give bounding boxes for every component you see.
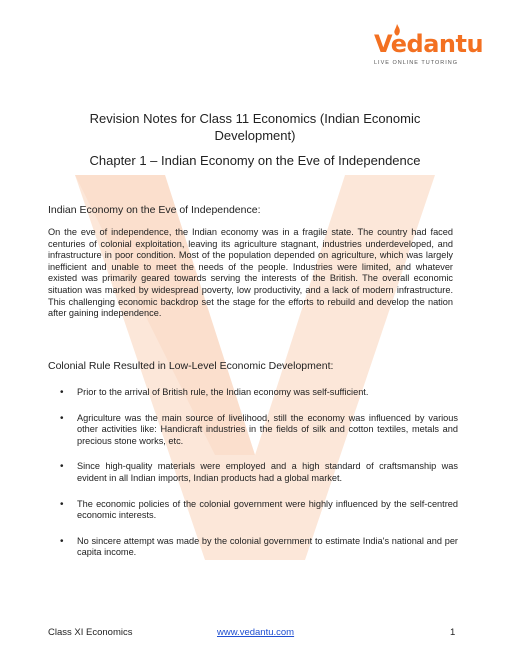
section-heading: Indian Economy on the Eve of Independence: [48,204,261,216]
document-title: Revision Notes for Class 11 Economics (Indian Economic Development) [89,111,421,143]
logo-tagline: LIVE ONLINE TUTORING [374,60,458,66]
list-item: • Prior to the arrival of British rule, the Indian economy was self-sufficient. [48,387,458,399]
list-item: • Since high-quality materials were employed and a high standard of craftsmanship was evident in all Indian imports, Indian products had a global market. [48,461,458,484]
page-number: 1 [450,627,456,638]
footer-course-label: Class XI Economics [48,627,133,638]
footer-website-link[interactable]: www.vedantu.com [217,627,295,638]
list-item: • No sincere attempt was made by the colonial government to estimate India's national and per capita income. [48,536,458,559]
chapter-title: Chapter 1 – Indian Economy on the Eve of Independence [89,153,421,168]
section-heading: Colonial Rule Resulted in Low-Level Economic Development: [48,360,334,372]
vedantu-logo [362,30,484,72]
section-paragraph: On the eve of independence, the Indian economy was in a fragile state. The country had faced centuries of colonial exploitation, leaving its agriculture stagnant, industries underdeveloped, and infrastructure in poor condition. Most of the population depended on agriculture, which was largely inefficient and unable to meet the needs of the people. Industries were limited, and whatever existed was primarily geared towards serving the interests of the British. The overall economic situation was marked by widespread poverty, low productivity, and a lack of modern infrastructure. This challenging economic backdrop set the stage for the efforts to rebuild and develop the nation after gaining independence. [48,227,453,319]
logo-wordmark: Vedantu [374,30,484,58]
list-item: • Agriculture was the main source of livelihood, still the economy was influenced by various other activities like: Handicraft industries in the fields of silk and cotton textiles, metals and precious stone works, etc. [48,413,458,448]
bullet-list [48,387,458,559]
list-item: • The economic policies of the colonial government were highly influenced by the self-centred economic interests. [48,499,458,522]
